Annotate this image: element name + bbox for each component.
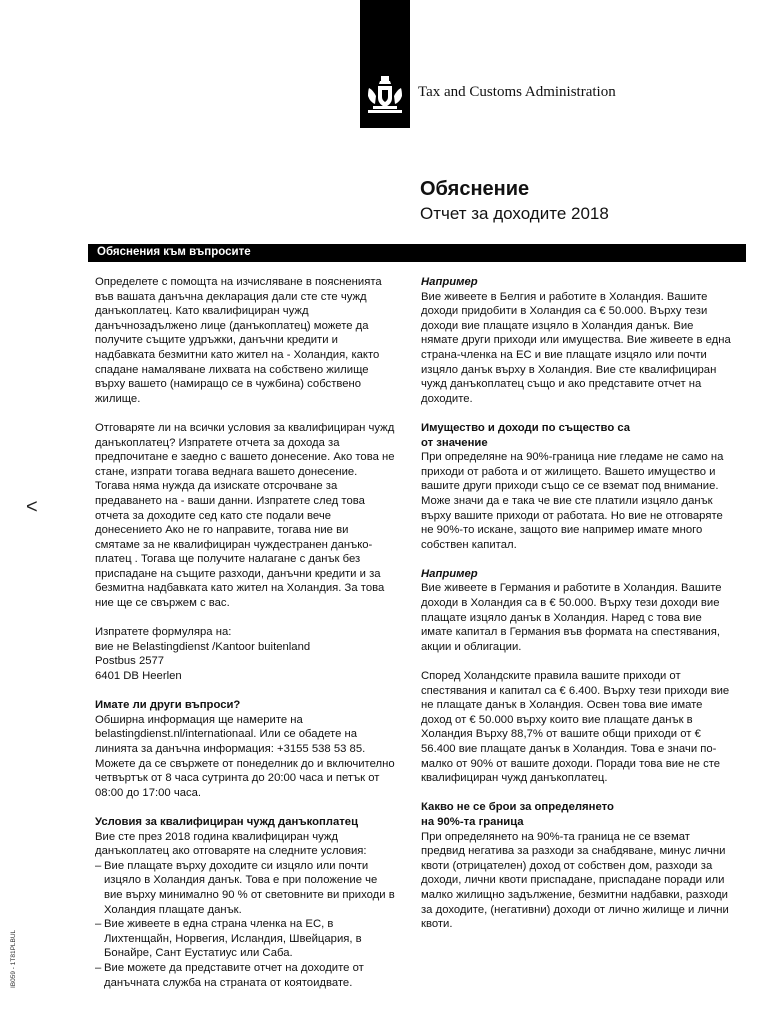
list-item: – Вие живеете в една страна членка на ЕС, в Лихтенщайн, Норвегия, Исландия, Швейцария, в Бонайре, Сант Еустатиус или Саба. <box>95 917 395 961</box>
conditions-paragraph: Отговаряте ли на всички условия за квалифициран чужд данъкоплатец? Изпратете отчета за дохода за предпочитане е заедно с вашето донесение. Ако това не стане, изпрати тогава веднага вашето донесение. Тогава няма нужда да изискате отсрочване за предаването на - ваши данни. Изпратете след това отчета за доходите сед като сте подали вече донесението Ако не го направите, тогава ние ви смятаме за не квалифициран чуждестранен данъко-платец . Тогава ще получите налагане с данък без приспадане на същите разходи, данъчни кредити и за безмитна надбавката като жител на Холандия. За това ние ще се свържем с вас. <box>95 421 395 610</box>
conditions-heading: Условия за квалифициран чужд данъкоплатец <box>95 815 359 828</box>
threshold-text: При определянето на 90%-та граница не се вземат предвид негатива за разходи за снабдяване, минус лични квоти (отрицателен) доход от собствен дом, разходи за доходи, лични квоти приспадане, приспадане поради или малко жилищно задължение, безмитни надбавки, разходи за доходите, (негативни) доходи от лично жилище и лични квоти. <box>421 830 729 931</box>
example-text: Вие живеете в Белгия и работите в Холандия. Вашите доходи придобити в Холандия са € 50.000. Върху тези доходи вие плащате изцяло в Холандия данък. Вие нямате други приходи или имущества. Вие живеете в една страна-членка на ЕС и вие плащате изцяло или почти изцяло данък върху в Холандия. Вие сте квалифициран чужд данъкоплатец също и ако представите отчет на доходите. <box>421 290 731 405</box>
royal-coat-of-arms-icon <box>365 74 405 118</box>
list-item: – Вие плащате върху доходите си изцяло или почти изцяло в Холандия данък. Това е при положение че вие върху минимално 90 % от световните ви приходи в Холандия плащате данък. <box>95 859 395 917</box>
intro-paragraph: Определете с помощта на изчисляване в поясненията във вашата данъчна декларация дали сте сте чужд данъкоплатец. Като квалифициран чужд данъчнозадължено лице (данъкоплатец) можете да получите същите удръжки, данъчни кредити и надбавката безмитни като жител на - Холандия, както спадане намаляване лихвата на собствено жилище върху вашето (намиращо се в чужбина) собствено жилище. <box>95 276 382 405</box>
logo-bar <box>360 0 410 128</box>
property-text: При определяне на 90%-граница ние гледаме не само на приходи от работа и от жилището. Вашето имущество и вашите други приходи също се се вземат под внимание. Може значи да е така че вие сте платили изцяло данък върху вашите приходи от работата. Но вие не отговаряте не 90%-то искане, защото вие например имате много собствен капитал. <box>421 451 724 551</box>
section-heading-band <box>88 244 746 262</box>
example-heading: Например <box>421 567 478 580</box>
conditions-intro: Вие сте през 2018 година квалифициран чужд данъкоплатец ако отговаряте на следните условия: <box>95 830 367 858</box>
left-column <box>95 275 395 990</box>
section-heading: Обяснения към въпросите <box>97 246 251 258</box>
questions-text: Обширна информация ще намерите на belastingdienst.nl/internationaal. Или се обадете на линията за данъчна информация: +3155 538 53 85. Можете да се свържете от понеделник до и включително четвъртък от 8 часа сутринта до 20:00 часа и петък от 08:00 до 17:00 часа. <box>95 713 395 799</box>
document-title: Обяснение <box>420 178 530 200</box>
right-column <box>421 275 731 932</box>
questions-heading: Имате ли други въпроси? <box>95 699 241 712</box>
property-heading: Имущество и доходи по същество са <box>421 421 631 434</box>
address-line: вие не Belastingdienst /Kantoor buitenland <box>95 640 311 653</box>
example-text: Вие живеете в Германия и работите в Холандия. Вашите доходи в Холандия са в € 50.000. Върху тези доходи вие плащате изцяло данък в Холандия. Наред с това вие имате капитал в Германия във формата на спестявания, акции и облигации. <box>421 582 722 653</box>
form-code: IB059 - 1T81PLBUL <box>10 929 17 988</box>
threshold-heading-line2: на 90%-та граница <box>421 815 524 828</box>
example-heading: Например <box>421 276 478 288</box>
document-subtitle: Отчет за доходите 2018 <box>420 204 609 223</box>
example-text-continued: Според Холандските правила вашите приходи от спестявания и капитал са € 6.400. Върху тези приходи вие не плащате данък в Холандия. Освен това вие имате доход от € 50.000 върху които вие плащате данък в Холандия Върху 88,7% от вашите общи приходи от € 56.400 вие плащате данък в Холандия. Това е значи по-малко от 90% от вашите доходи. Поради това вие не сте квалифициран чужд данъкоплатец. <box>421 670 730 785</box>
organization-name: Tax and Customs Administration <box>418 84 616 100</box>
chevron-left-icon[interactable]: < <box>26 496 38 518</box>
conditions-list <box>95 859 395 990</box>
address-line: 6401 DB Heerlen <box>95 670 182 683</box>
threshold-heading: Какво не се брои за определянето <box>421 801 614 814</box>
address-line: Postbus 2577 <box>95 655 165 668</box>
property-heading-line2: от значение <box>421 436 488 449</box>
address-intro: Изпратете формуляра на: <box>95 626 232 639</box>
list-item: – Вие можете да представите отчет на доходите от данъчната служба на страната от коятоидвате. <box>95 961 395 990</box>
